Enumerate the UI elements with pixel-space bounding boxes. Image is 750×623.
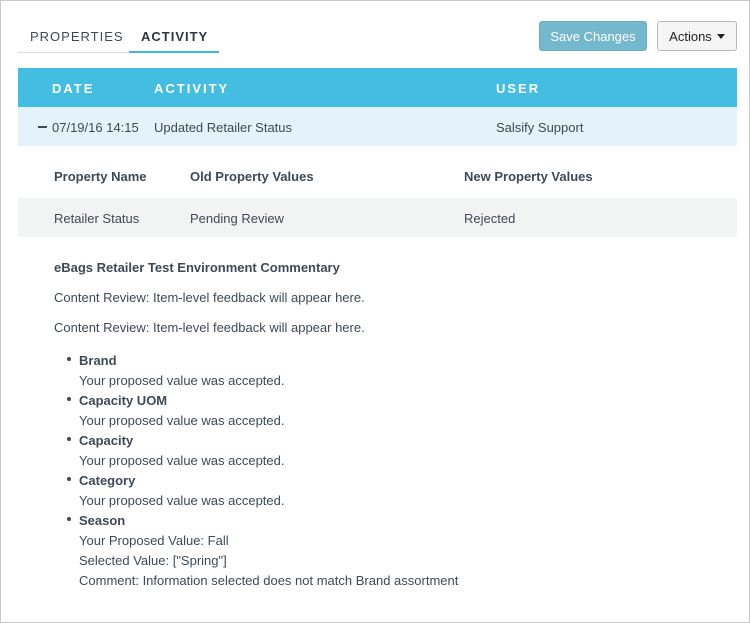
activity-table-header	[18, 68, 737, 107]
property-table-header	[18, 159, 737, 197]
save-changes-label: Save Changes	[550, 28, 636, 44]
tab-bar	[18, 21, 219, 53]
list-item	[54, 511, 458, 591]
feedback-field-name: Season	[79, 513, 126, 528]
column-header-activity: ACTIVITY	[154, 81, 230, 96]
list-item	[54, 391, 458, 431]
feedback-text: Your Proposed Value: Fall	[79, 533, 229, 548]
property-old-value: Pending Review	[190, 211, 284, 226]
bullet-icon	[67, 357, 71, 361]
activity-date: 07/19/16 14:15	[52, 120, 139, 135]
tab-properties[interactable]: PROPERTIES	[18, 21, 129, 53]
commentary-paragraph: Content Review: Item-level feedback will appear here.	[54, 290, 365, 305]
column-header-property-name: Property Name	[54, 169, 147, 184]
feedback-field-name: Category	[79, 473, 136, 488]
bullet-icon	[67, 397, 71, 401]
list-item	[54, 351, 458, 391]
column-header-new-value: New Property Values	[464, 169, 593, 184]
feedback-text: Your proposed value was accepted.	[79, 413, 285, 428]
bullet-icon	[67, 437, 71, 441]
column-header-old-value: Old Property Values	[190, 169, 314, 184]
feedback-field-name: Capacity	[79, 433, 134, 448]
feedback-text: Your proposed value was accepted.	[79, 453, 285, 468]
property-name: Retailer Status	[54, 211, 140, 226]
commentary-paragraph: Content Review: Item-level feedback will appear here.	[54, 320, 365, 335]
feedback-list	[54, 351, 458, 591]
feedback-field-name: Capacity UOM	[79, 393, 168, 408]
feedback-field-name: Brand	[79, 353, 117, 368]
bullet-icon	[67, 517, 71, 521]
tab-activity[interactable]: ACTIVITY	[129, 21, 219, 53]
commentary-title: eBags Retailer Test Environment Commentary	[54, 260, 340, 275]
column-header-date: DATE	[52, 81, 95, 96]
property-row	[18, 198, 737, 237]
feedback-text: Your proposed value was accepted.	[79, 373, 285, 388]
feedback-text: Your proposed value was accepted.	[79, 493, 285, 508]
save-changes-button[interactable]	[539, 21, 647, 51]
activity-row[interactable]	[18, 107, 737, 146]
column-header-user: USER	[496, 81, 541, 96]
collapse-icon[interactable]	[38, 126, 47, 128]
bullet-icon	[67, 477, 71, 481]
caret-down-icon	[717, 34, 725, 39]
actions-dropdown-button[interactable]	[657, 21, 737, 51]
list-item	[54, 471, 458, 511]
property-new-value: Rejected	[464, 211, 516, 226]
activity-user: Salsify Support	[496, 120, 584, 135]
feedback-text: Selected Value: ["Spring"]	[79, 553, 227, 568]
actions-label: Actions	[669, 28, 712, 44]
commentary-section	[54, 260, 714, 588]
feedback-text: Comment: Information selected does not match Brand assortment	[79, 573, 459, 588]
activity-description: Updated Retailer Status	[154, 120, 293, 135]
list-item	[54, 431, 458, 471]
